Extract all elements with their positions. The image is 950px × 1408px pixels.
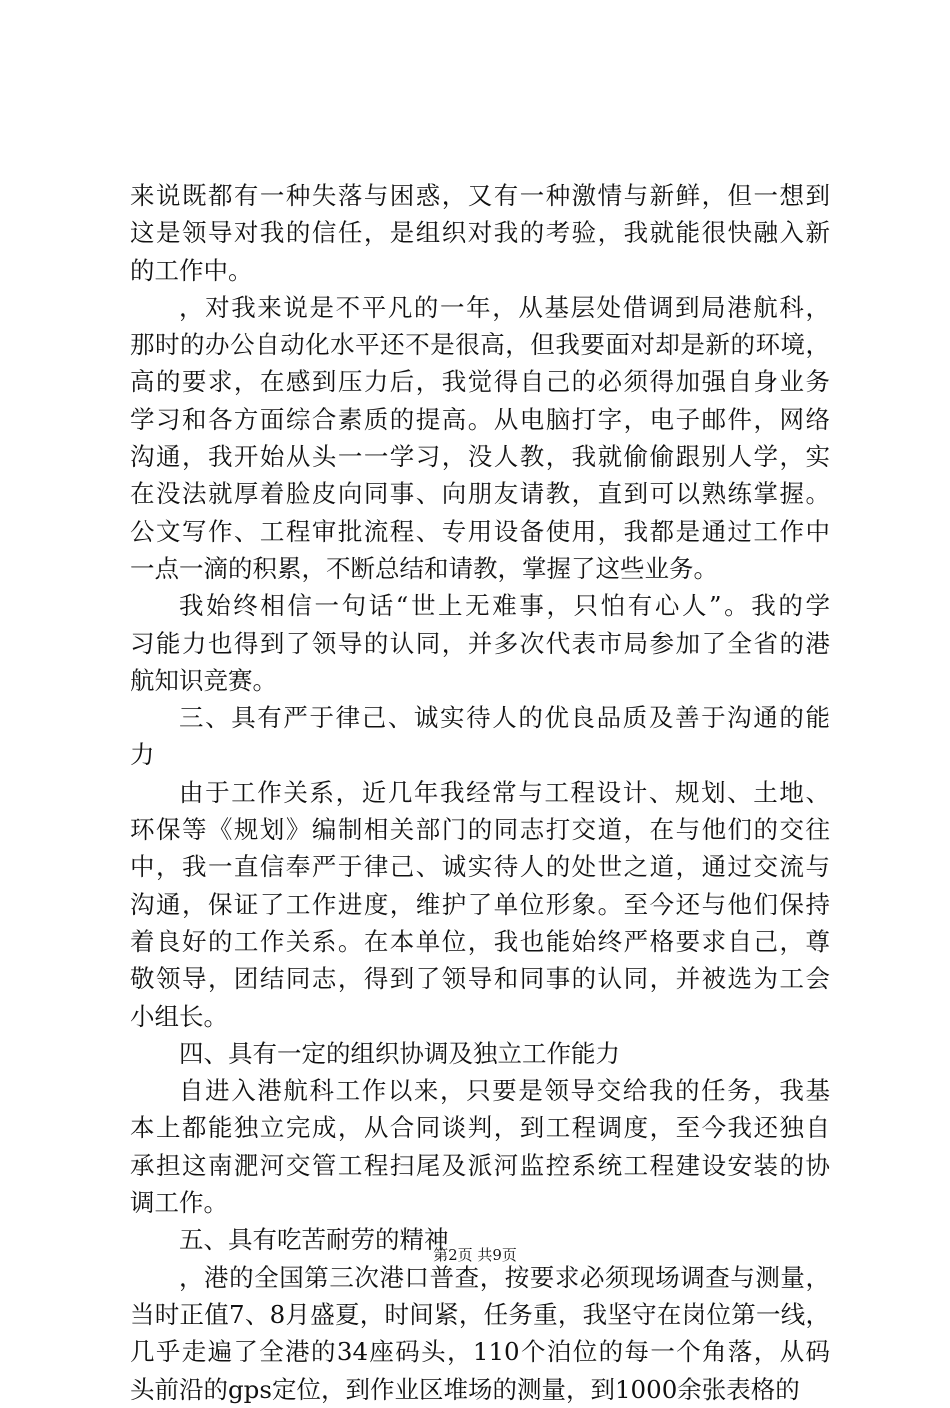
- text-line: 五、具有吃苦耐劳的精神: [179, 1225, 449, 1255]
- text-line: 调工作。: [130, 1188, 228, 1218]
- text-line: 承担这南淝河交管工程扫尾及派河监控系统工程建设安装的协: [130, 1150, 830, 1180]
- section-heading: [130, 1035, 830, 1072]
- document-body: [130, 177, 830, 1408]
- text-line: 几乎走遍了全港的34座码头，110个泊位的每一个角落，从码: [130, 1337, 830, 1367]
- text-line: 一点一滴的积累，不断总结和请教，掌握了这些业务。: [130, 553, 718, 583]
- section-heading: [130, 699, 830, 774]
- page-footer: 第2页 共9页: [433, 1246, 517, 1264]
- paragraph: [130, 177, 830, 289]
- text-line: 来说既都有一种失落与困惑，又有一种激情与新鲜，但一想到: [130, 181, 830, 210]
- paragraph: [130, 587, 830, 699]
- text-line: 力: [130, 740, 155, 770]
- text-line: 公文写作、工程审批流程、专用设备使用，我都是通过工作中: [130, 516, 830, 546]
- text-line: 沟通，保证了工作进度，维护了单位形象。至今还与他们保持: [130, 889, 830, 919]
- text-line: 着良好的工作关系。在本单位，我也能始终严格要求自己，尊: [130, 926, 830, 956]
- paragraph: [130, 289, 830, 587]
- text-line: 那时的办公自动化水平还不是很高，但我要面对却是新的环境，: [130, 330, 830, 360]
- text-line: 由于工作关系，近几年我经常与工程设计、规划、土地、: [179, 777, 830, 807]
- text-line: 环保等《规划》编制相关部门的同志打交道，在与他们的交往: [130, 815, 830, 845]
- text-line: 这是领导对我的信任，是组织对我的考验，我就能很快融入新: [130, 218, 830, 248]
- text-line: 习能力也得到了领导的认同，并多次代表市局参加了全省的港: [130, 628, 830, 658]
- text-line: 沟通，我开始从头一一学习，没人教，我就偷偷跟别人学，实: [130, 442, 830, 472]
- text-line: 头前沿的gps定位，到作业区堆场的测量，到1000余张表格的: [130, 1374, 800, 1404]
- paragraph: [130, 774, 830, 1035]
- text-line: 四、具有一定的组织协调及独立工作能力: [179, 1038, 620, 1068]
- text-line: 在没法就厚着脸皮向同事、向朋友请教，直到可以熟练掌握。: [130, 479, 830, 509]
- text-line: ，对我来说是不平凡的一年，从基层处借调到局港航科，: [179, 292, 830, 322]
- paragraph: [130, 1072, 830, 1221]
- text-line: 本上都能独立完成，从合同谈判，到工程调度，至今我还独自: [130, 1113, 830, 1143]
- paragraph: [130, 1259, 830, 1408]
- text-line: 我始终相信一句话“世上无难事，只怕有心人”。我的学: [179, 591, 830, 621]
- text-line: 小组长。: [130, 1001, 228, 1031]
- text-line: 高的要求，在感到压力后，我觉得自己的必须得加强自身业务: [130, 367, 830, 397]
- text-line: 中，我一直信奉严于律己、诚实待人的处世之道，通过交流与: [130, 852, 830, 882]
- text-line: 三、具有严于律己、诚实待人的优良品质及善于沟通的能: [179, 703, 830, 733]
- text-line: 当时正值7、8月盛夏，时间紧，任务重，我坚守在岗位第一线，: [130, 1299, 830, 1329]
- text-line: 自进入港航科工作以来，只要是领导交给我的任务，我基: [179, 1076, 830, 1106]
- text-line: ，港的全国第三次港口普查，按要求必须现场调查与测量，: [179, 1262, 830, 1292]
- text-line: 航知识竞赛。: [130, 665, 277, 695]
- text-line: 学习和各方面综合素质的提高。从电脑打字，电子邮件，网络: [130, 404, 830, 434]
- text-line: 的工作中。: [130, 255, 253, 285]
- text-line: 敬领导，团结同志，得到了领导和同事的认同，并被选为工会: [130, 964, 830, 994]
